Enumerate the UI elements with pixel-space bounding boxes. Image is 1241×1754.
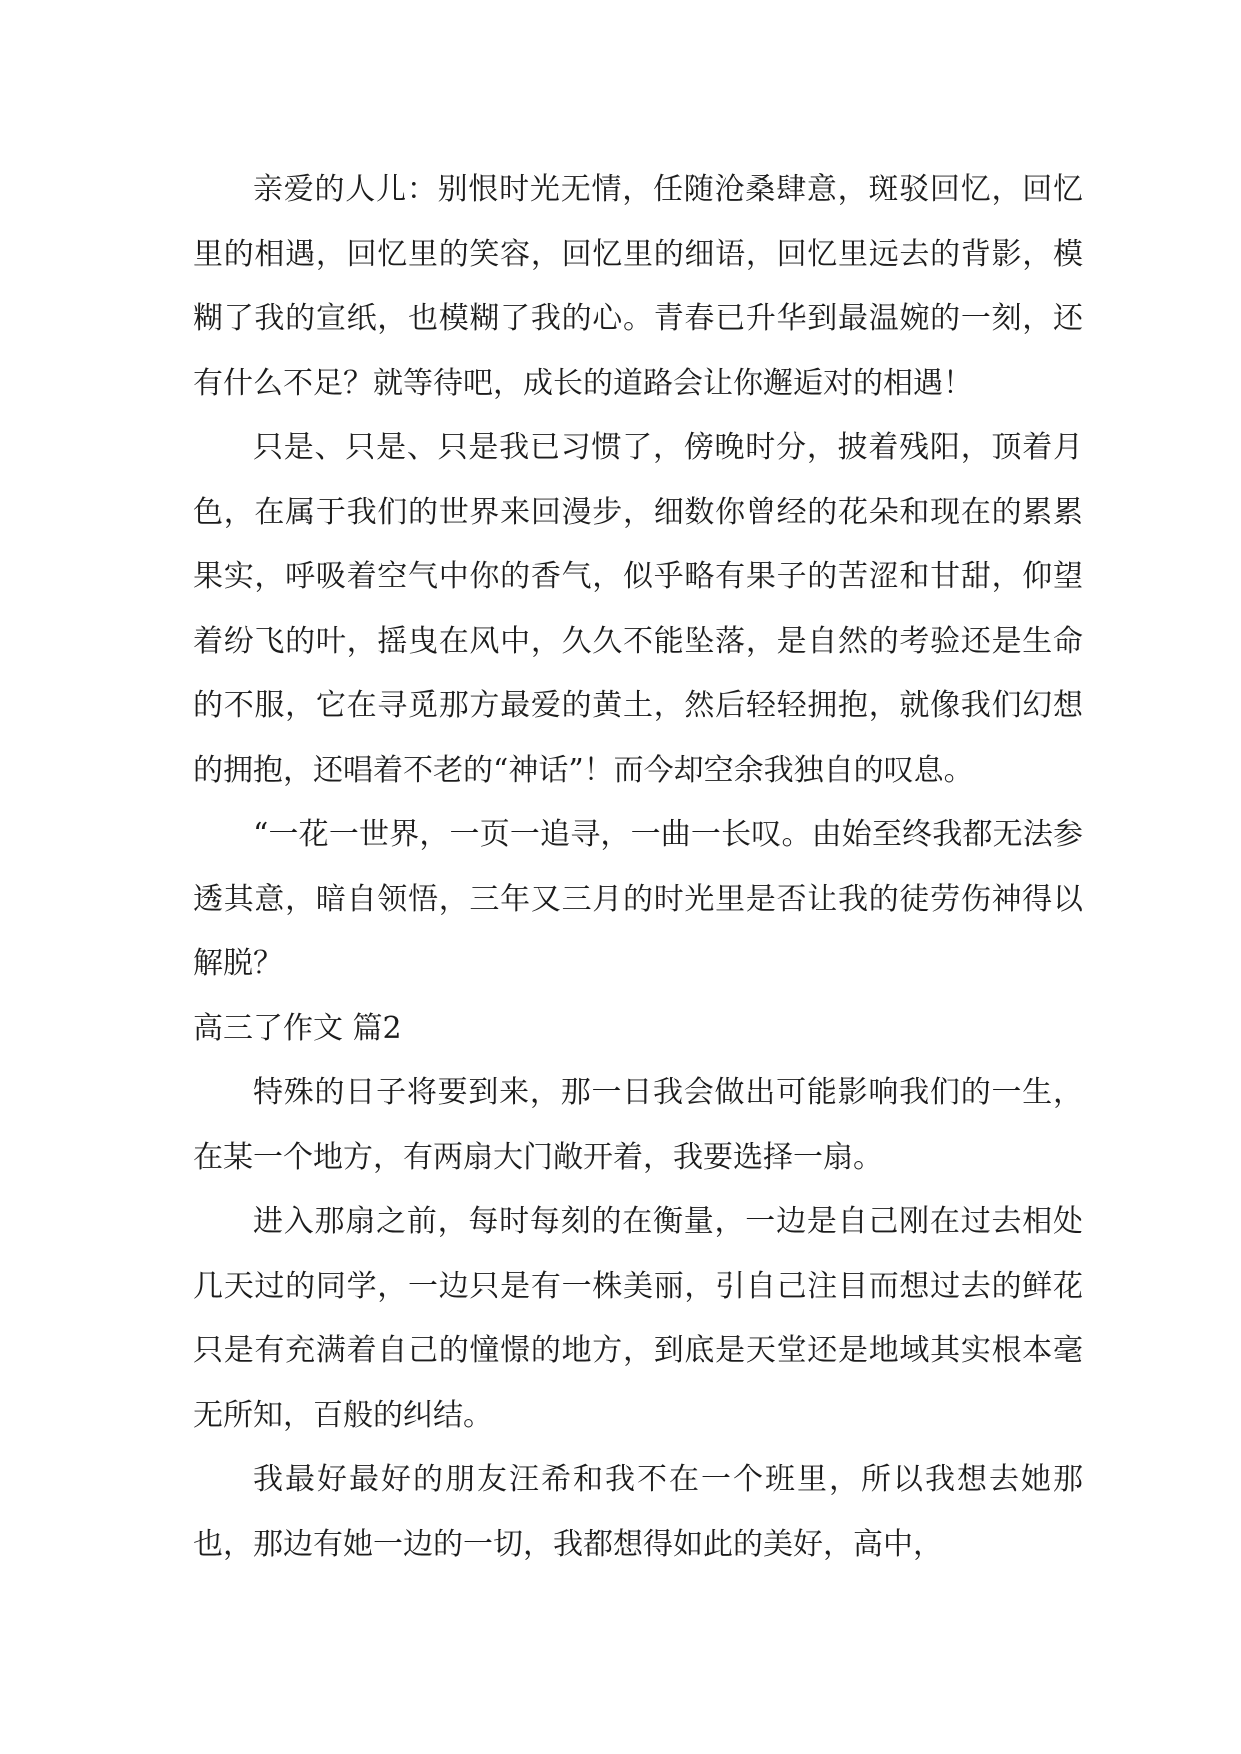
paragraph: 特殊的日子将要到来，那一日我会做出可能影响我们的一生，在某一个地方，有两扇大门敞开着，我要选择一扇。 bbox=[193, 1075, 1083, 1175]
paragraph: “一花一世界，一页一追寻，一曲一长叹。由始至终我都无法参透其意，暗自领悟，三年又三月的时光里是否让我的徒劳伤神得以解脱？ bbox=[193, 817, 1083, 981]
paragraph: 我最好最好的朋友汪希和我不在一个班里，所以我想去她那也，那边有她一边的一切，我都想得如此的美好，高中， bbox=[193, 1462, 1083, 1562]
paragraph: 只是、只是、只是我已习惯了，傍晚时分，披着残阳，顶着月色，在属于我们的世界来回漫步，细数你曾经的花朵和现在的累累果实，呼吸着空气中你的香气，似乎略有果子的苦涩和甘甜，仰望着纷飞的叶，摇曳在风中，久久不能坠落，是自然的考验还是生命的不服，它在寻觅那方最爱的黄土，然后轻轻拥抱，就像我们幻想的拥抱，还唱着不老的“神话”！而今却空余我独自的叹息。 bbox=[193, 430, 1083, 788]
section-heading: 高三了作文 篇2 bbox=[193, 1010, 402, 1046]
paragraph: 进入那扇之前，每时每刻的在衡量，一边是自己刚在过去相处几天过的同学，一边只是有一株美丽，引自己注目而想过去的鲜花只是有充满着自己的憧憬的地方，到底是天堂还是地域其实根本毫无所知，百般的纠结。 bbox=[193, 1204, 1083, 1433]
document-body bbox=[193, 158, 1083, 1577]
paragraph: 亲爱的人儿：别恨时光无情，任随沧桑肆意，斑驳回忆，回忆里的相遇，回忆里的笑容，回忆里的细语，回忆里远去的背影，模糊了我的宣纸，也模糊了我的心。青春已升华到最温婉的一刻，还有什么不足？就等待吧，成长的道路会让你邂逅对的相遇！ bbox=[193, 172, 1083, 401]
